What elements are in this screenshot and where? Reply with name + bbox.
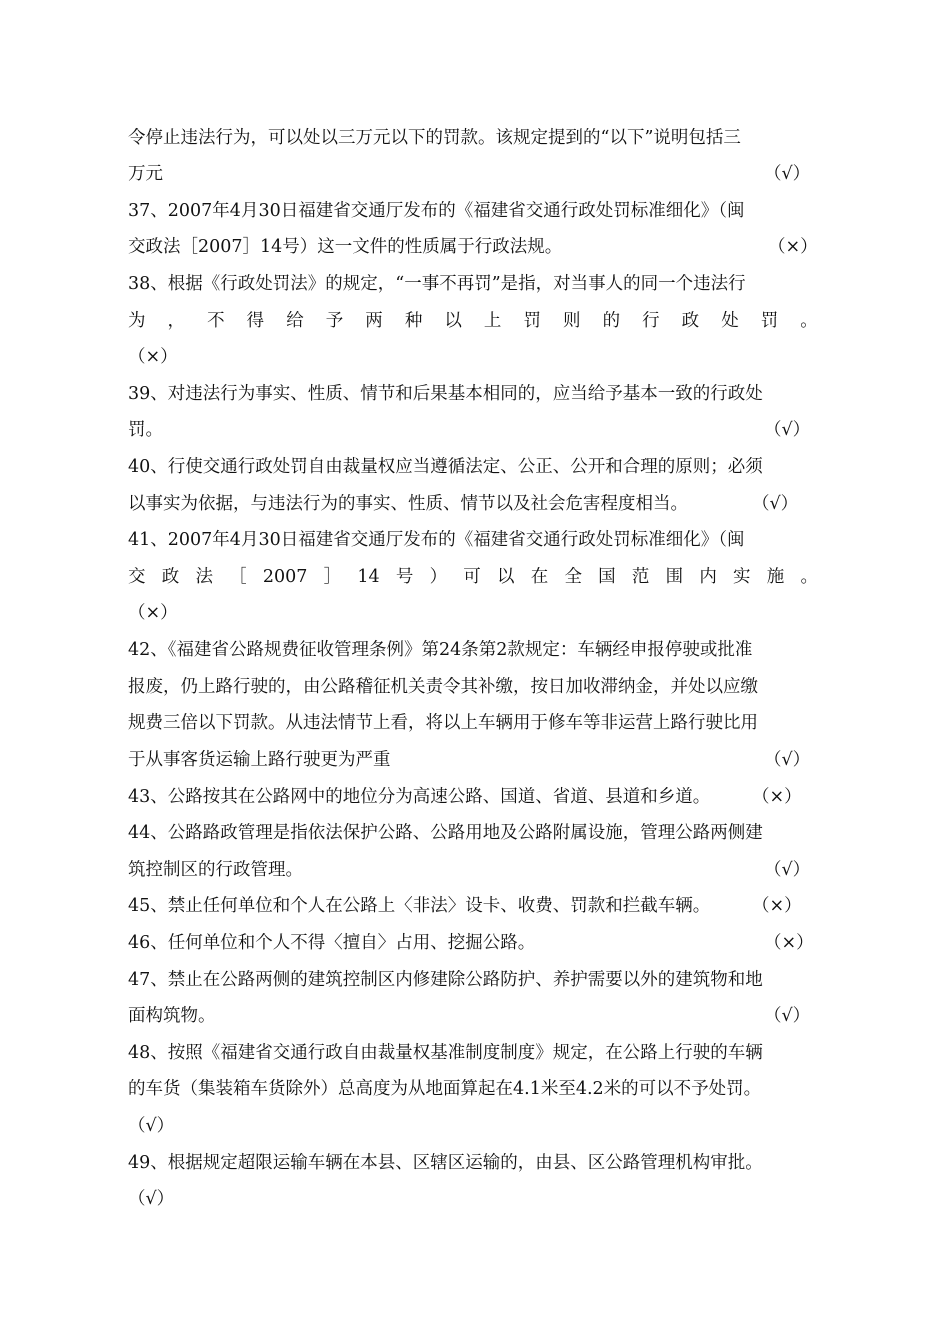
line-text: 交 政 法 ［ 2007 ］ 14 号 ） 可 以 在 全 国 范 围 内 实 施 。 bbox=[128, 567, 818, 587]
answer-mark: （×） bbox=[752, 896, 802, 916]
text-line bbox=[128, 379, 828, 409]
line-text: 43、公路按其在公路网中的地位分为高速公路、国道、省道、县道和乡道。 bbox=[128, 787, 711, 807]
line-text: （√） bbox=[128, 1116, 175, 1136]
text-line bbox=[128, 452, 828, 482]
line-text: 49、根据规定超限运输车辆在本县、区辖区运输的，由县、区公路管理机构审批。 bbox=[128, 1153, 763, 1173]
line-text: 万元 bbox=[128, 164, 163, 184]
answer-mark: （√） bbox=[764, 1006, 811, 1026]
text-line bbox=[128, 489, 828, 519]
line-text: 为 ， 不 得 给 予 两 种 以 上 罚 则 的 行 政 处 罚 。 bbox=[128, 311, 818, 331]
text-line bbox=[128, 891, 828, 921]
text-line bbox=[128, 1111, 828, 1141]
text-line bbox=[128, 965, 828, 995]
text-line bbox=[128, 525, 828, 555]
answer-mark: （√） bbox=[752, 494, 799, 514]
line-text: 48、按照《福建省交通行政自由裁量权基准制度制度》规定，在公路上行驶的车辆 bbox=[128, 1043, 763, 1063]
text-line bbox=[128, 598, 828, 628]
line-text: （√） bbox=[128, 1189, 175, 1209]
line-text: 46、任何单位和个人不得〈擅自〉占用、挖掘公路。 bbox=[128, 933, 536, 953]
line-text: 39、对违法行为事实、性质、情节和后果基本相同的，应当给予基本一致的行政处 bbox=[128, 384, 763, 404]
line-text: 报废，仍上路行驶的，由公路稽征机关责令其补缴，按日加收滞纳金，并处以应缴 bbox=[128, 677, 758, 697]
text-line bbox=[128, 855, 828, 885]
text-line bbox=[128, 745, 828, 775]
line-text: （×） bbox=[128, 603, 178, 623]
line-text: 44、公路路政管理是指依法保护公路、公路用地及公路附属设施，管理公路两侧建 bbox=[128, 823, 763, 843]
text-line bbox=[128, 708, 828, 738]
answer-mark: （×） bbox=[768, 237, 818, 257]
answer-mark: （×） bbox=[752, 787, 802, 807]
line-text: 以事实为依据，与违法行为的事实、性质、情节以及社会危害程度相当。 bbox=[128, 494, 688, 514]
line-text: 面构筑物。 bbox=[128, 1006, 216, 1026]
line-text: 40、行使交通行政处罚自由裁量权应当遵循法定、公正、公开和合理的原则；必须 bbox=[128, 457, 763, 477]
line-text: 令停止违法行为，可以处以三万元以下的罚款。该规定提到的“以下”说明包括三 bbox=[128, 128, 741, 148]
text-line bbox=[128, 269, 828, 299]
text-line bbox=[128, 342, 828, 372]
line-text: （×） bbox=[128, 347, 178, 367]
text-line bbox=[128, 928, 828, 958]
text-line bbox=[128, 232, 828, 262]
line-text: 38、根据《行政处罚法》的规定，“一事不再罚”是指，对当事人的同一个违法行 bbox=[128, 274, 746, 294]
answer-mark: （√） bbox=[764, 860, 811, 880]
text-line bbox=[128, 1148, 828, 1178]
line-text: 罚。 bbox=[128, 420, 163, 440]
text-line bbox=[128, 1184, 828, 1214]
text-line bbox=[128, 415, 828, 445]
line-text: 规费三倍以下罚款。从违法情节上看，将以上车辆用于修车等非运营上路行驶比用 bbox=[128, 713, 758, 733]
answer-mark: （×） bbox=[764, 933, 814, 953]
line-text: 47、禁止在公路两侧的建筑控制区内修建除公路防护、养护需要以外的建筑物和地 bbox=[128, 970, 763, 990]
line-text: 37、2007年4月30日福建省交通厅发布的《福建省交通行政处罚标准细化》（闽 bbox=[128, 201, 745, 221]
text-line bbox=[128, 123, 828, 153]
text-line bbox=[128, 1038, 828, 1068]
text-line bbox=[128, 1074, 828, 1104]
text-line bbox=[128, 635, 828, 665]
answer-mark: （√） bbox=[764, 750, 811, 770]
line-text: 45、禁止任何单位和个人在公路上〈非法〉设卡、收费、罚款和拦截车辆。 bbox=[128, 896, 711, 916]
text-line bbox=[128, 672, 828, 702]
line-text: 于从事客货运输上路行驶更为严重 bbox=[128, 750, 391, 770]
line-text: 42、《福建省公路规费征收管理条例》第24条第2款规定：车辆经申报停驶或批准 bbox=[128, 640, 753, 660]
answer-mark: （√） bbox=[764, 164, 811, 184]
text-line bbox=[128, 1001, 828, 1031]
text-line bbox=[128, 196, 828, 226]
line-text: 的车货（集装箱车货除外）总高度为从地面算起在4.1米至4.2米的可以不予处罚。 bbox=[128, 1079, 762, 1099]
line-text: 41、2007年4月30日福建省交通厅发布的《福建省交通行政处罚标准细化》（闽 bbox=[128, 530, 745, 550]
text-line bbox=[128, 306, 828, 336]
line-text: 筑控制区的行政管理。 bbox=[128, 860, 303, 880]
line-text: 交政法［2007］14号）这一文件的性质属于行政法规。 bbox=[128, 237, 563, 257]
answer-mark: （√） bbox=[764, 420, 811, 440]
text-line bbox=[128, 562, 828, 592]
text-line bbox=[128, 782, 828, 812]
text-line bbox=[128, 818, 828, 848]
text-line bbox=[128, 159, 828, 189]
